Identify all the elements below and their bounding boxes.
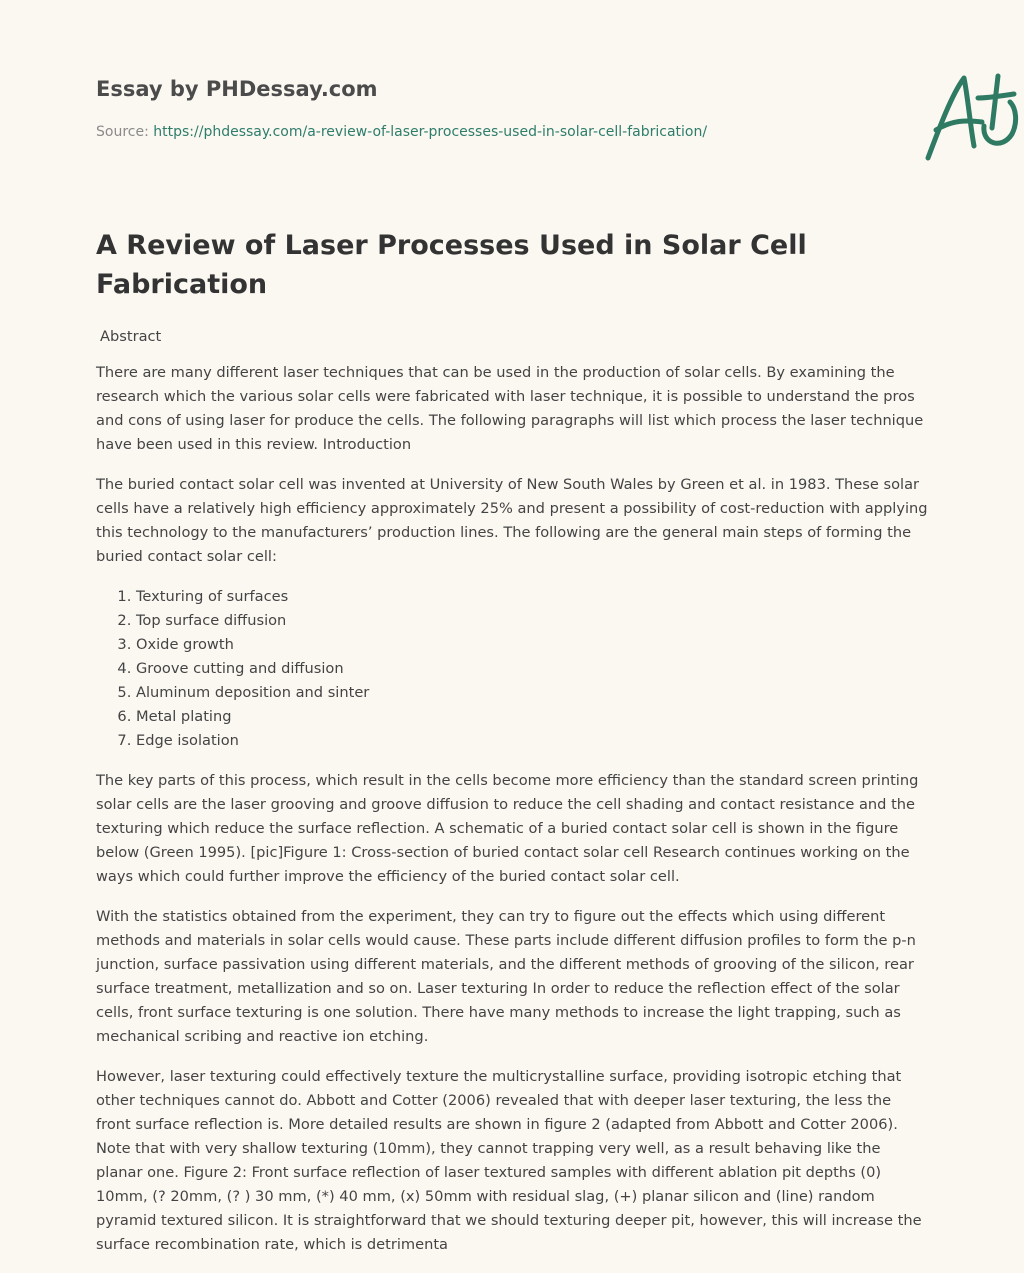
paragraph: However, laser texturing could effectively texture the multicrystalline surface, providing isotropic etching that other techniques cannot do. Abbott and Cotter (2006) revealed that with deeper laser texturing, the less the front surface reflection is. More detailed results are shown in figure 2 (adapted from Abbott and Cotter 2006). Note that with very shallow texturing (10mm), they cannot trapping very well, as a result behaving like the planar one. Figure 2: Front surface reflection of laser textured samples with different ablation pit depths (0) 10mm, (? 20mm, (? ) 30 mm, (*) 40 mm, (x) 50mm with residual slag, (+) planar silicon and (line) random pyramid textured silicon. It is straightforward that we should texturing deeper pit, however, this will increase the surface recombination rate, which is detrimenta <box>96 1068 922 1253</box>
paragraph: With the statistics obtained from the experiment, they can try to figure out the effects which using different methods and materials in solar cells would cause. These parts include different diffusion profiles to form the p-n junction, surface passivation using different materials, and the different methods of grooving of the silicon, rear surface treatment, metallization and so on. Laser texturing In order to reduce the reflection effect of the solar cells, front surface texturing is one solution. There have many methods to increase the light trapping, such as mechanical scribing and reactive ion etching. <box>96 908 916 1045</box>
steps-list <box>96 585 930 753</box>
list-item: 2. Top surface diffusion <box>136 609 930 633</box>
list-item: 7. Edge isolation <box>136 729 930 753</box>
list-item: 6. Metal plating <box>136 705 930 729</box>
source-label: Source: <box>96 124 154 140</box>
list-item: 1. Texturing of surfaces <box>136 585 930 609</box>
list-item: 4. Groove cutting and diffusion <box>136 657 930 681</box>
paragraph: There are many different laser techniques that can be used in the production of solar cells. By examining the research which the various solar cells were fabricated with laser technique, it is possible to understand the pros and cons of using laser for produce the cells. The following paragraphs will list which process the laser technique have been used in this review. Introduction <box>96 364 924 453</box>
abstract-heading: Abstract <box>100 328 162 345</box>
page-title: A Review of Laser Processes Used in Solar Cell Fabrication <box>96 230 807 300</box>
article-body <box>96 325 930 1273</box>
a-plus-logo-icon <box>918 68 1024 164</box>
source-link[interactable]: https://phdessay.com/a-review-of-laser-processes-used-in-solar-cell-fabrication/ <box>153 124 708 140</box>
paragraph: The key parts of this process, which result in the cells become more efficiency than the standard screen printing solar cells are the laser grooving and groove diffusion to reduce the cell shading and contact resistance and the texturing which reduce the surface reflection. A schematic of a buried contact solar cell is shown in the figure below (Green 1995). [pic]Figure 1: Cross-section of buried contact solar cell Research continues working on the ways which could further improve the efficiency of the buried contact solar cell. <box>96 772 919 885</box>
source-line <box>96 124 707 140</box>
list-item: 5. Aluminum deposition and sinter <box>136 681 930 705</box>
list-item: 3. Oxide growth <box>136 633 930 657</box>
brand-title: Essay by PHDessay.com <box>96 77 378 101</box>
paragraph: The buried contact solar cell was invented at University of New South Wales by Green et al. in 1983. These solar cells have a relatively high efficiency approximately 25% and present a possibility of cost-reduction with applying this technology to the manufacturers’ production lines. The following are the general main steps of forming the buried contact solar cell: <box>96 476 928 565</box>
